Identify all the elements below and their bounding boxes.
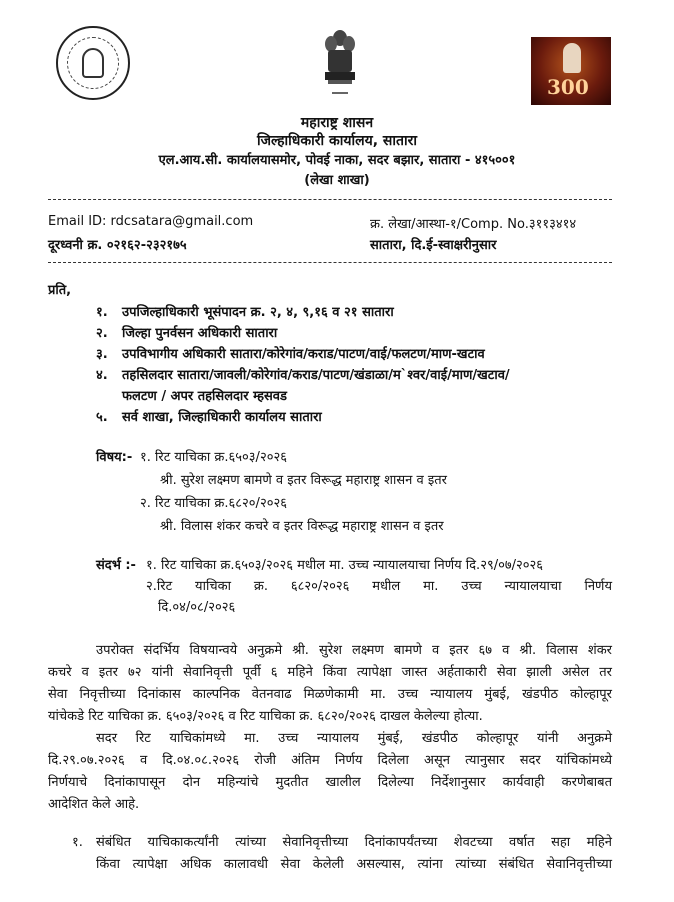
body-line: कचरे व इतर ७२ यांनी सेवानिवृत्ती पूर्वी ६ महिने किंवा त्यापेक्षा जास्त अर्हताकारी सेवा झाली असेल तर [48, 665, 612, 680]
reference-line: १. रिट याचिका क्र.६५०३/२०२६ मधील मा. उच्च न्यायालयाचा निर्णय दि.२९/०७/२०२६ [146, 558, 544, 573]
directive-line: संबंधित याचिकाकर्त्यांनी त्यांच्या सेवानिवृत्तीच्या दिनांकापर्यंतच्या शेवटच्या वर्षात सहा महिने [96, 835, 612, 850]
divider-top [48, 199, 612, 200]
recipient-text: उपविभागीय अधिकारी सातारा/कोरेगांव/कराड/पाटण/वाई/फलटण/माण-खटाव [122, 347, 485, 362]
subject-line: २. रिट याचिका क्र.६८२०/२०२६ [140, 496, 287, 511]
body-line: निर्णयाचे दिनांकापासून दोन महिन्यांचे मुदतीत खालील दिलेल्या निर्देशानुसार कार्यवाही करणेबाबत [48, 775, 612, 790]
recipient-number: २. [96, 326, 108, 341]
body-line: सेवा निवृत्तीच्या दिनांकास काल्पनिक वेतनवाढ मिळणेकामी मा. उच्च न्यायालय मुंबई, खंडपीठ कोल्हापूर [48, 687, 612, 702]
national-emblem-icon [322, 28, 358, 104]
body-line: उपरोक्त संदर्भिय विषयान्वये अनुक्रमे श्री. सुरेश लक्ष्मण बामणे व इतर ६७ व श्री. विलास शंकर [96, 643, 612, 658]
body-line: आदेशित केले आहे. [48, 797, 140, 812]
recipient-number: ५. [96, 410, 108, 425]
subject-line: श्री. सुरेश लक्ष्मण बामणे व इतर विरूद्ध महाराष्ट्र शासन व इतर [160, 473, 447, 488]
directive-line: किंवा त्यापेक्षा अधिक कालावधी सेवा केलेली असल्यास, त्यांना त्यांच्या संबंधित सेवानिवृत्तीच्या [96, 857, 612, 872]
recipient-text: सर्व शाखा, जिल्हाधिकारी कार्यालय सातारा [122, 410, 322, 425]
seal-lamp-icon [82, 48, 104, 78]
body-line: यांचेकडे रिट याचिका क्र. ६५०३/२०२६ व रिट याचिका क्र. ६८२०/२०२६ दाखल केलेल्या होत्या. [48, 709, 483, 724]
anniversary-300-logo [531, 37, 611, 105]
reference-line: दि.०४/०८/२०२६ [158, 600, 236, 615]
subject-line: श्री. विलास शंकर कचरे व इतर विरूद्ध महाराष्ट्र शासन व इतर [160, 519, 444, 534]
recipient-number: ४. [96, 368, 108, 383]
recipient-number: ३. [96, 347, 108, 362]
body-line: सदर रिट याचिकांमध्ये मा. उच्च न्यायालय मुंबई, खंडपीठ कोल्हापूर यांनी अनुक्रमे [96, 731, 612, 746]
phone-line: दूरध्वनी क्र. ०२१६२-२३२१७५ [48, 238, 187, 253]
recipient-text: तहसिलदार सातारा/जावली/कोरेगांव/कराड/पाटण/खंडाळा/म`श्वर/वाई/माण/खटाव/ [122, 368, 510, 383]
subject-line: १. रिट याचिका क्र.६५०३/२०२६ [140, 450, 287, 465]
reference-line: २.रिट याचिका क्र. ६८२०/२०२६ मधील मा. उच्च न्यायालयाचा निर्णय [146, 579, 612, 594]
recipient-number: १. [96, 305, 108, 320]
office-title: जिल्हाधिकारी कार्यालय, सातारा [257, 133, 417, 149]
logo-300-text: 300 [547, 75, 589, 99]
recipient-text: जिल्हा पुनर्वसन अधिकारी सातारा [122, 326, 278, 341]
branch-name: (लेखा शाखा) [304, 173, 370, 188]
reference-label: संदर्भ :- [96, 558, 136, 573]
maharashtra-seal-logo [56, 26, 130, 100]
email-line: Email ID: rdcsatara@gmail.com [48, 214, 254, 229]
place-date: सातारा, दि.ई-स्वाक्षरीनुसार [370, 238, 497, 253]
office-address: एल.आय.सी. कार्यालयासमोर, पोवई नाका, सदर बझार, सातारा - ४१५००१ [158, 153, 516, 168]
recipient-text: उपजिल्हाधिकारी भूसंपादन क्र. २, ४, ९,१६ व २१ सातारा [122, 305, 394, 320]
subject-label: विषय:- [96, 450, 133, 465]
reference-number: क्र. लेखा/आस्था-१/Comp. No.३११३४१४ [370, 217, 577, 232]
recipient-text-continued: फलटण / अपर तहसिलदार म्हसवड [122, 389, 287, 404]
to-label: प्रति, [48, 283, 72, 298]
logo-figure [563, 43, 581, 73]
divider-bottom [48, 262, 612, 263]
directive-number: १. [72, 835, 83, 850]
body-line: दि.२९.०७.२०२६ व दि.०४.०८.२०२६ रोजी अंतिम निर्णय दिलेला असून त्यानुसार सदर यांचिकांमध्ये [48, 753, 612, 768]
org-title: महाराष्ट्र शासन [300, 115, 374, 131]
